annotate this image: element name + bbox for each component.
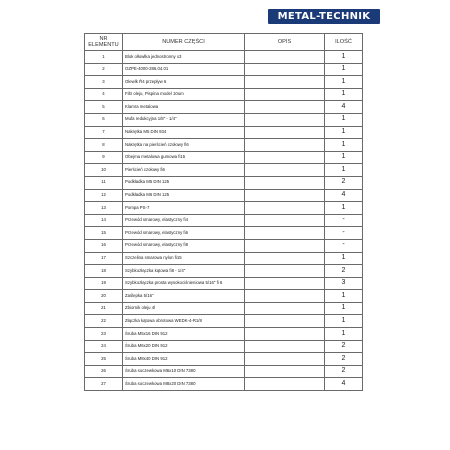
table-row — [85, 176, 363, 189]
row-opis — [245, 378, 325, 391]
row-qty: 4 — [325, 101, 363, 114]
row-nr: 11 — [85, 176, 123, 189]
row-nr: 16 — [85, 239, 123, 252]
row-qty: 1 — [325, 88, 363, 101]
row-nr: 22 — [85, 315, 123, 328]
row-qty: 1 — [325, 139, 363, 152]
row-nr: 2 — [85, 63, 123, 76]
row-name: Zbiornik oleju 4l — [123, 302, 245, 315]
row-name: Mufa redukcyjna 1/8" - 1/4" — [123, 113, 245, 126]
row-name: OZPE-4000-286.04.01 — [123, 63, 245, 76]
table-row — [85, 227, 363, 240]
row-nr: 19 — [85, 277, 123, 290]
row-name: Pierścień czołowy fi6 — [123, 164, 245, 177]
parts-table — [84, 33, 363, 391]
row-opis — [245, 315, 325, 328]
row-qty: 3 — [325, 277, 363, 290]
row-opis — [245, 365, 325, 378]
row-opis — [245, 227, 325, 240]
row-name: Śruba M8x40 DIN 912 — [123, 353, 245, 366]
header-opis: OPIS — [245, 34, 325, 51]
table-row — [85, 265, 363, 278]
table-row — [85, 328, 363, 341]
row-qty: 2 — [325, 265, 363, 278]
row-nr: 21 — [85, 302, 123, 315]
row-qty: 4 — [325, 189, 363, 202]
row-name: Blok olłowlka jednostronny x3 — [123, 51, 245, 64]
row-name: Podkładka M5 DIN 125 — [123, 176, 245, 189]
header-nr — [85, 34, 123, 51]
row-nr: 5 — [85, 101, 123, 114]
table-row — [85, 353, 363, 366]
row-nr: 13 — [85, 202, 123, 215]
row-nr: 25 — [85, 353, 123, 366]
row-nr: 12 — [85, 189, 123, 202]
table-row — [85, 63, 363, 76]
row-opis — [245, 302, 325, 315]
header-nr-line1: NR — [99, 36, 108, 42]
table-row — [85, 340, 363, 353]
row-nr: 26 — [85, 365, 123, 378]
table-row — [85, 214, 363, 227]
row-name: Przewód smarowy, elastyczny fi8 — [123, 239, 245, 252]
row-nr: 9 — [85, 151, 123, 164]
row-opis — [245, 353, 325, 366]
header-name: NUMER CZĘŚCI — [123, 34, 245, 51]
header-nr-line2: ELEMENTU — [88, 42, 119, 48]
row-opis — [245, 239, 325, 252]
row-name: Śruba M5x16 DIN 912 — [123, 328, 245, 341]
row-name: Nakrętka na pierścień czołowy fi6 — [123, 139, 245, 152]
row-opis — [245, 328, 325, 341]
row-qty: 4 — [325, 378, 363, 391]
row-opis — [245, 189, 325, 202]
row-qty: 1 — [325, 126, 363, 139]
row-qty: 1 — [325, 63, 363, 76]
row-name: Śruba soczewkowa M6x10 DIN 7380 — [123, 365, 245, 378]
row-name: Filtr oleju, Pispina model 10um — [123, 88, 245, 101]
row-qty: 2 — [325, 340, 363, 353]
row-nr: 1 — [85, 51, 123, 64]
table-row — [85, 76, 363, 89]
row-qty: 1 — [325, 164, 363, 177]
table-row — [85, 189, 363, 202]
row-opis — [245, 51, 325, 64]
row-nr: 24 — [85, 340, 123, 353]
row-opis — [245, 277, 325, 290]
table-row — [85, 164, 363, 177]
row-qty: 2 — [325, 176, 363, 189]
row-name: Szybkozłączka kątowa fi8 - 1/4" — [123, 265, 245, 278]
table-row — [85, 151, 363, 164]
table-row — [85, 113, 363, 126]
row-name: Podkładka M6 DIN 125 — [123, 189, 245, 202]
row-nr: 3 — [85, 76, 123, 89]
row-nr: 15 — [85, 227, 123, 240]
row-qty: 1 — [325, 51, 363, 64]
row-name: Złączka kątowa obrotowa WEDK-4-R1/8 — [123, 315, 245, 328]
row-name: Szybkozłączka prosta wysokociśnieniowa 5/16" fi 6 — [123, 277, 245, 290]
table-row — [85, 277, 363, 290]
row-opis — [245, 290, 325, 303]
table-row — [85, 302, 363, 315]
row-opis — [245, 76, 325, 89]
row-qty: - — [325, 227, 363, 240]
row-opis — [245, 164, 325, 177]
row-opis — [245, 63, 325, 76]
header-qty: ILOŚĆ — [325, 34, 363, 51]
row-nr: 23 — [85, 328, 123, 341]
row-qty: 1 — [325, 302, 363, 315]
table-row — [85, 365, 363, 378]
row-nr: 14 — [85, 214, 123, 227]
table-row — [85, 290, 363, 303]
row-qty: 1 — [325, 252, 363, 265]
row-qty: - — [325, 239, 363, 252]
row-nr: 6 — [85, 113, 123, 126]
row-name: Klamra metalowa — [123, 101, 245, 114]
row-name: Olewlk Ř4 przepływ 6 — [123, 76, 245, 89]
row-name: Przewód smarowy, elastyczny fi4 — [123, 214, 245, 227]
row-name: Śruba soczewkowa M8x20 DIN 7380 — [123, 378, 245, 391]
row-qty: 1 — [325, 113, 363, 126]
row-qty: 1 — [325, 76, 363, 89]
row-opis — [245, 252, 325, 265]
row-opis — [245, 151, 325, 164]
table-row — [85, 88, 363, 101]
row-nr: 10 — [85, 164, 123, 177]
table-row — [85, 239, 363, 252]
row-opis — [245, 176, 325, 189]
row-nr: 17 — [85, 252, 123, 265]
row-opis — [245, 202, 325, 215]
row-qty: 1 — [325, 328, 363, 341]
logo-badge — [268, 9, 380, 24]
row-name: Zaślepka 5/16" — [123, 290, 245, 303]
row-qty: 1 — [325, 290, 363, 303]
row-opis — [245, 113, 325, 126]
row-opis — [245, 214, 325, 227]
row-name: Przewód smarowy, elastyczny fi6 — [123, 227, 245, 240]
row-qty: 1 — [325, 315, 363, 328]
row-name: Śruba M6x20 DIN 912 — [123, 340, 245, 353]
row-opis — [245, 139, 325, 152]
row-qty: 2 — [325, 365, 363, 378]
table-row — [85, 202, 363, 215]
table-row — [85, 139, 363, 152]
row-name: Pompa PS-7 — [123, 202, 245, 215]
header-row — [85, 34, 363, 51]
table-row — [85, 101, 363, 114]
row-opis — [245, 126, 325, 139]
row-qty: - — [325, 214, 363, 227]
row-name: Obejma metalowa gumowa fi15 — [123, 151, 245, 164]
table-row — [85, 252, 363, 265]
row-name: Szczelina smarowa nylon fi15 — [123, 252, 245, 265]
row-qty: 2 — [325, 353, 363, 366]
table-row — [85, 51, 363, 64]
row-nr: 27 — [85, 378, 123, 391]
row-nr: 18 — [85, 265, 123, 278]
row-nr: 7 — [85, 126, 123, 139]
row-opis — [245, 265, 325, 278]
table-row — [85, 126, 363, 139]
company-logo — [268, 8, 380, 24]
row-qty: 1 — [325, 151, 363, 164]
row-opis — [245, 101, 325, 114]
row-opis — [245, 340, 325, 353]
logo-text: METAL-TECHNIK — [277, 10, 371, 22]
row-nr: 4 — [85, 88, 123, 101]
row-nr: 20 — [85, 290, 123, 303]
row-nr: 8 — [85, 139, 123, 152]
row-name: Nakrętka M5 DIN 934 — [123, 126, 245, 139]
row-qty: 1 — [325, 202, 363, 215]
table-row — [85, 315, 363, 328]
row-opis — [245, 88, 325, 101]
table-row — [85, 378, 363, 391]
